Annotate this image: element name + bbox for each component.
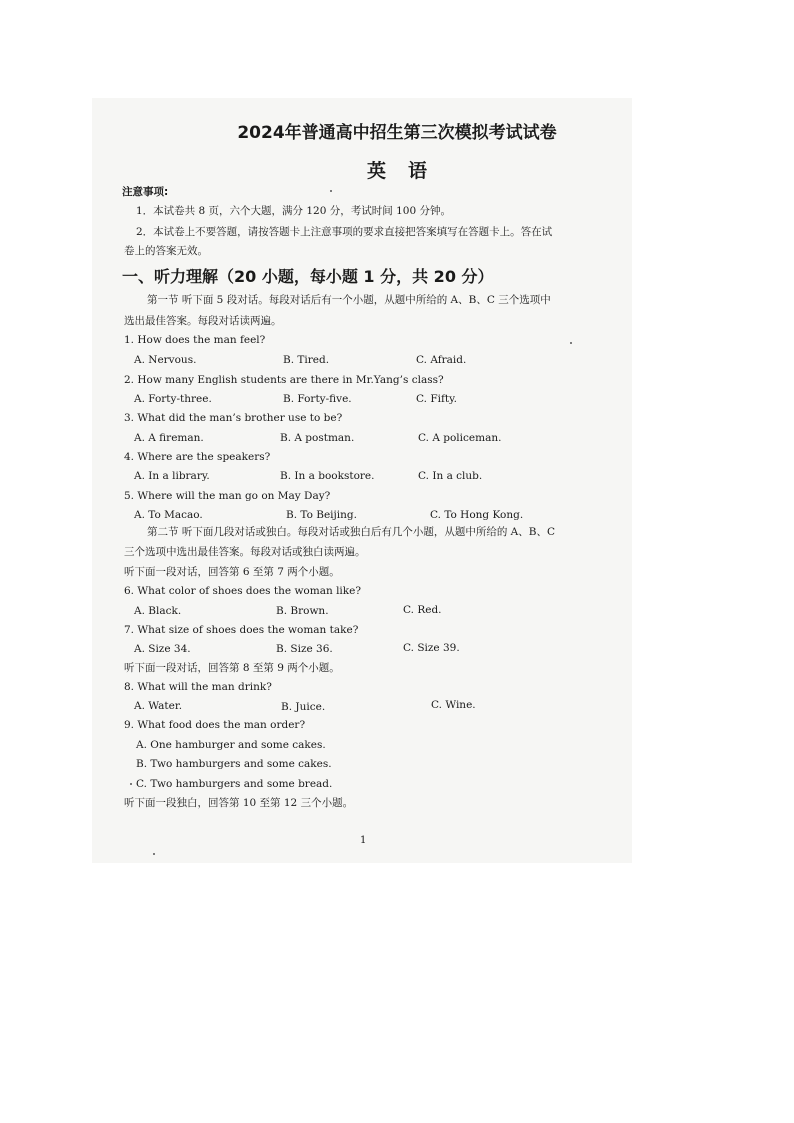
- notice-item-2-line-1: 2．本试卷上不要答题，请按答题卡上注意事项的要求直接把答案填写在答题卡上。答在试: [136, 226, 553, 238]
- option-3a: A. A fireman.: [134, 432, 204, 444]
- option-3b: B. A postman.: [280, 432, 355, 444]
- notice-item-2-line-2: 卷上的答案无效。: [124, 245, 208, 257]
- question-9: 9. What food does the man order?: [124, 719, 306, 731]
- scan-speck: [330, 190, 332, 192]
- notice-item-1: 1．本试卷共 8 页，六个大题，满分 120 分，考试时间 100 分钟。: [136, 205, 451, 217]
- scan-speck: [153, 853, 155, 855]
- question-2: 2. How many English students are there in Mr.Yang’s class?: [124, 374, 444, 386]
- group-instruction-6-7: 听下面一段对话，回答第 6 至第 7 两个小题。: [124, 566, 340, 578]
- page-number: 1: [360, 835, 367, 846]
- scan-speck: [130, 783, 132, 785]
- option-9c: C. Two hamburgers and some bread.: [136, 778, 333, 790]
- option-4a: A. In a library.: [134, 470, 210, 482]
- part1-instruction-line-2: 选出最佳答案。每段对话读两遍。: [124, 315, 282, 327]
- group-instruction-8-9: 听下面一段对话，回答第 8 至第 9 两个小题。: [124, 662, 340, 674]
- option-2b: B. Forty-five.: [283, 393, 352, 405]
- option-8a: A. Water.: [134, 700, 183, 712]
- question-3: 3. What did the man’s brother use to be?: [124, 412, 343, 424]
- option-1b: B. Tired.: [283, 354, 330, 366]
- part2-instruction-line-1: 第二节 听下面几段对话或独白。每段对话或独白后有几个小题，从题中所给的 A、B、C: [147, 526, 556, 538]
- group-instruction-10-12: 听下面一段独白，回答第 10 至第 12 三个小题。: [124, 797, 354, 809]
- question-8: 8. What will the man drink?: [124, 681, 272, 693]
- option-6a: A. Black.: [134, 605, 182, 617]
- subject-title: 英语: [366, 160, 449, 182]
- section-heading-listening: 一、听力理解（20 小题，每小题 1 分，共 20 分）: [122, 267, 494, 286]
- option-7a: A. Size 34.: [134, 643, 191, 655]
- option-5c: C. To Hong Kong.: [430, 509, 524, 521]
- option-6c: C. Red.: [403, 604, 442, 616]
- option-1c: C. Afraid.: [416, 354, 467, 366]
- option-8b: B. Juice.: [281, 701, 326, 713]
- option-4b: B. In a bookstore.: [280, 470, 375, 482]
- option-6b: B. Brown.: [276, 605, 329, 617]
- option-8c: C. Wine.: [431, 699, 476, 711]
- question-4: 4. Where are the speakers?: [124, 451, 271, 463]
- option-9b: B. Two hamburgers and some cakes.: [136, 758, 332, 770]
- notice-heading: 注意事项:: [122, 186, 169, 198]
- option-2c: C. Fifty.: [416, 393, 457, 405]
- part1-instruction-line-1: 第一节 听下面 5 段对话。每段对话后有一个小题，从题中所给的 A、B、C 三个选项中: [147, 294, 551, 306]
- option-7b: B. Size 36.: [276, 643, 333, 655]
- option-1a: A. Nervous.: [134, 354, 197, 366]
- option-2a: A. Forty-three.: [134, 393, 212, 405]
- question-5: 5. Where will the man go on May Day?: [124, 490, 331, 502]
- option-4c: C. In a club.: [418, 470, 483, 482]
- scan-speck: [570, 342, 572, 344]
- option-5a: A. To Macao.: [134, 509, 203, 521]
- question-7: 7. What size of shoes does the woman take?: [124, 624, 359, 636]
- question-6: 6. What color of shoes does the woman like?: [124, 585, 361, 597]
- option-5b: B. To Beijing.: [286, 509, 357, 521]
- option-9a: A. One hamburger and some cakes.: [136, 739, 326, 751]
- option-7c: C. Size 39.: [403, 642, 460, 654]
- option-3c: C. A policeman.: [418, 432, 502, 444]
- part2-instruction-line-2: 三个选项中选出最佳答案。每段对话或独白读两遍。: [124, 546, 366, 558]
- question-1: 1. How does the man feel?: [124, 334, 266, 346]
- exam-title: 2024年普通高中招生第三次模拟考试试卷: [237, 123, 557, 143]
